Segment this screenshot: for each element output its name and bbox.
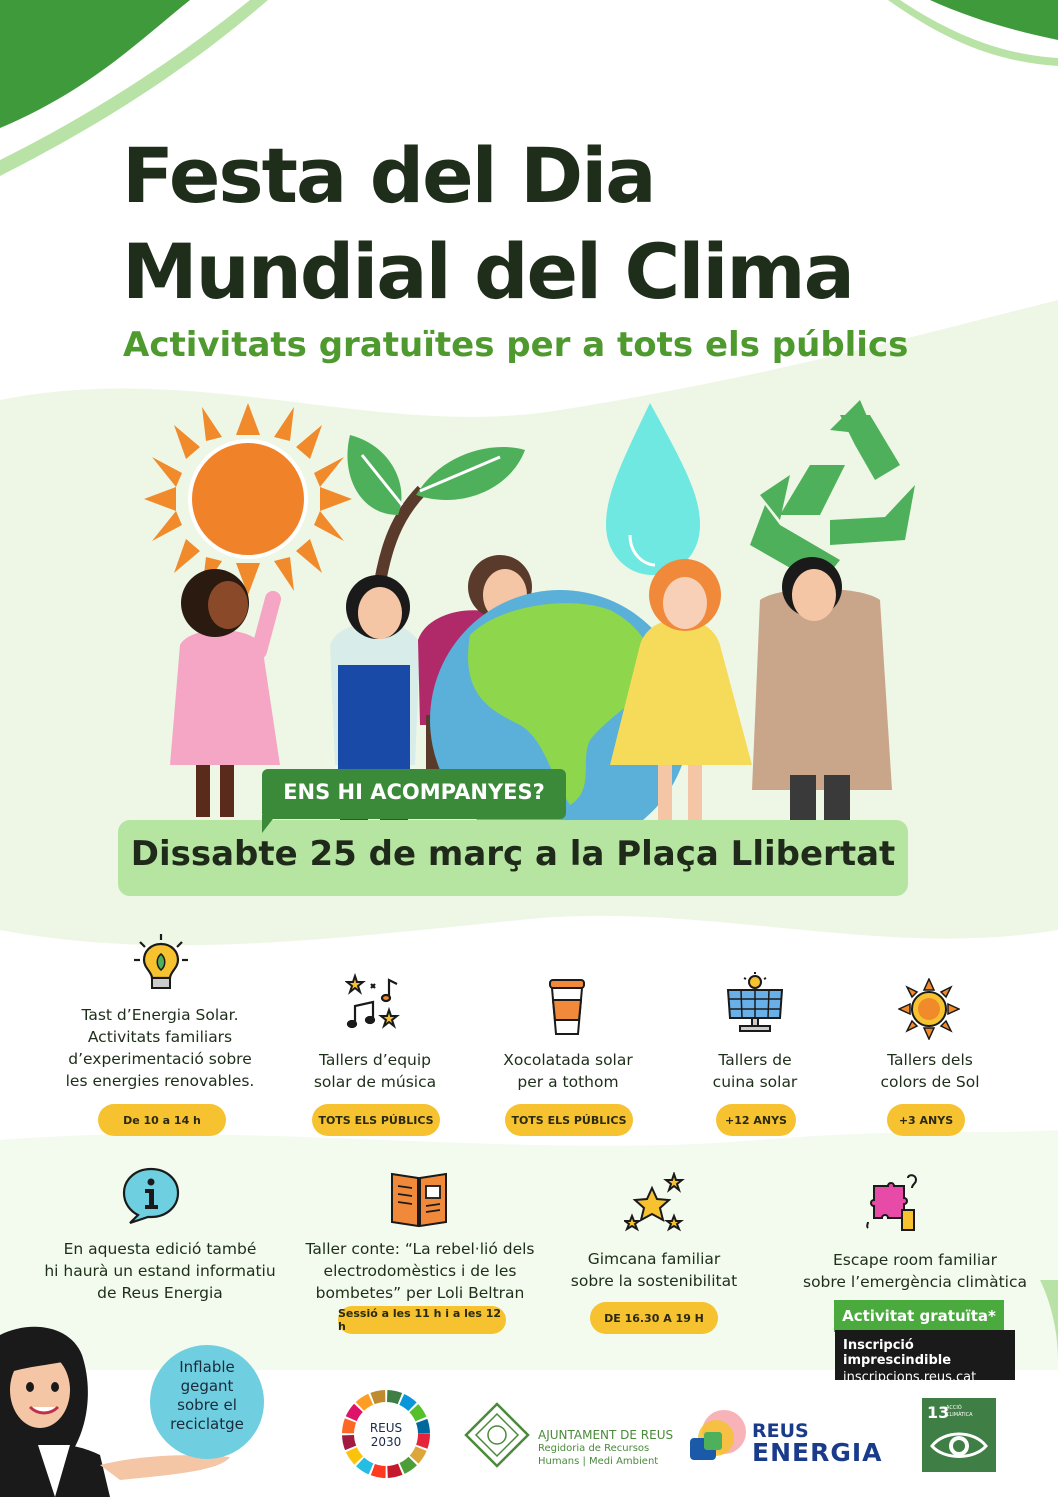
reus-energia-line-2: ENERGIA [752,1438,883,1467]
activity-7-line-3: bombetes” per Loli Beltran [315,1284,525,1302]
date-place-text: Dissabte 25 de març a la Plaça Llibertat [130,834,896,874]
registration-required: Inscripció imprescindible [843,1338,952,1368]
activity-2-desc [275,1049,475,1093]
activity-3-line-2: per a tothom [517,1073,619,1091]
reus-energia-logo-icon [686,1408,748,1466]
free-activity-label: Activitat gratuïta* [834,1300,1004,1332]
activity-9-line-2: sobre l’emergència climàtica [803,1273,1027,1291]
activity-7-line-2: electrodomèstics i de les [323,1262,517,1280]
activity-1-line-4: les energies renovables. [65,1072,255,1090]
coffee-cup-icon [536,976,598,1038]
activity-9-line-1: Escape room familiar [832,1251,998,1269]
activity-8-tag: DE 16.30 A 19 H [590,1302,718,1334]
recycle-illustration-icon [750,400,915,585]
activity-2-line-1: Tallers d’equip [318,1051,432,1069]
reus2030-text-1: REUS [369,1421,403,1435]
climate-illustration [140,395,920,825]
activity-8-line-2: sobre la sostenibilitat [570,1272,738,1290]
activity-7-tag: Sessió a les 11 h i a les 12 h [338,1306,506,1334]
cta-bubble-tail [262,815,276,833]
activity-2-tag: TOTS ELS PÚBLICS [312,1104,440,1136]
subtitle: Activitats gratuïtes per a tots els públics [123,325,909,365]
activity-5-desc [855,1049,1005,1093]
sdg-number: 13 [927,1403,950,1422]
sdg-label-1: ACCIÓ [946,1405,962,1411]
activity-3-desc [468,1049,668,1093]
reus-energia-wordmark [752,1420,883,1467]
activity-4-line-1: Tallers de [718,1051,792,1069]
open-book-icon [388,1168,450,1230]
registration-site[interactable]: inscripcions.reus.cat [843,1370,977,1385]
activity-5-line-2: colors de Sol [880,1073,980,1091]
inflable-line-3: sobre el [177,1396,237,1414]
activity-4-line-2: cuina solar [712,1073,798,1091]
activity-8-line-1: Gimcana familiar [587,1250,721,1268]
activity-7-line-1: Taller conte: “La rebel·lió dels [305,1240,535,1258]
inflable-line-2: gegant [180,1377,234,1395]
regidoria-line-1: Regidoria de Recursos [538,1443,650,1454]
sdg-label-2: CLIMÀTICA [946,1412,973,1418]
solar-panel-icon [724,972,786,1034]
activity-1-line-2: Activitats familiars [87,1028,233,1046]
inflable-text [150,1358,264,1434]
activity-6-desc [30,1238,290,1304]
sdg-13-logo [922,1398,996,1472]
sun-illustration-icon [144,403,352,595]
title-line-2: Mundial del Clima [122,227,853,316]
inflable-line-1: Inflable [179,1358,235,1376]
regidoria-line-2: Humans | Medi Ambient [538,1456,659,1467]
activity-6-line-1: En aquesta edició també [63,1240,257,1258]
ajuntament-shield-icon [464,1402,530,1468]
inflable-line-4: reciclatge [170,1415,244,1433]
water-drop-illustration-icon [606,403,700,575]
sun-icon [898,978,960,1040]
info-bubble-icon [120,1165,182,1227]
activity-8-desc [554,1248,754,1292]
puzzle-icon [862,1172,924,1234]
registration-box [835,1330,1015,1385]
activity-3-tag: TOTS ELS PÚBLICS [505,1104,633,1136]
activity-5-line-1: Tallers dels [887,1051,973,1069]
activity-6-line-2: hi haurà un estand informatiu [44,1262,276,1280]
activity-1-line-1: Tast d’Energia Solar. [81,1006,239,1024]
ajuntament-regidoria [538,1442,658,1468]
reus-energia-line-1: REUS [752,1420,809,1442]
activity-1-line-3: d’experimentació sobre [68,1050,252,1068]
cta-text: ENS HI ACOMPANYES? [283,780,545,804]
activity-9-desc [780,1249,1050,1293]
title-line-1: Festa del Dia [122,131,655,220]
activity-2-line-2: solar de música [313,1073,437,1091]
page-title [122,128,1002,320]
activity-5-tag: +3 ANYS [887,1104,965,1136]
lightbulb-icon [130,932,192,994]
stars-icon [624,1172,686,1234]
ajuntament-name: AJUNTAMENT DE REUS [538,1428,674,1442]
music-notes-icon [345,972,407,1034]
activity-3-line-1: Xocolatada solar [503,1051,633,1069]
activity-1-desc [40,1004,280,1092]
reus2030-text-2: 2030 [370,1435,402,1449]
person-5 [752,557,892,820]
activity-4-tag: +12 ANYS [716,1104,796,1136]
reus-2030-logo [340,1388,432,1480]
activity-1-tag: De 10 a 14 h [98,1104,226,1136]
activity-7-desc [290,1238,550,1304]
activity-6-line-3: de Reus Energia [97,1284,223,1302]
activity-4-desc [680,1049,830,1093]
